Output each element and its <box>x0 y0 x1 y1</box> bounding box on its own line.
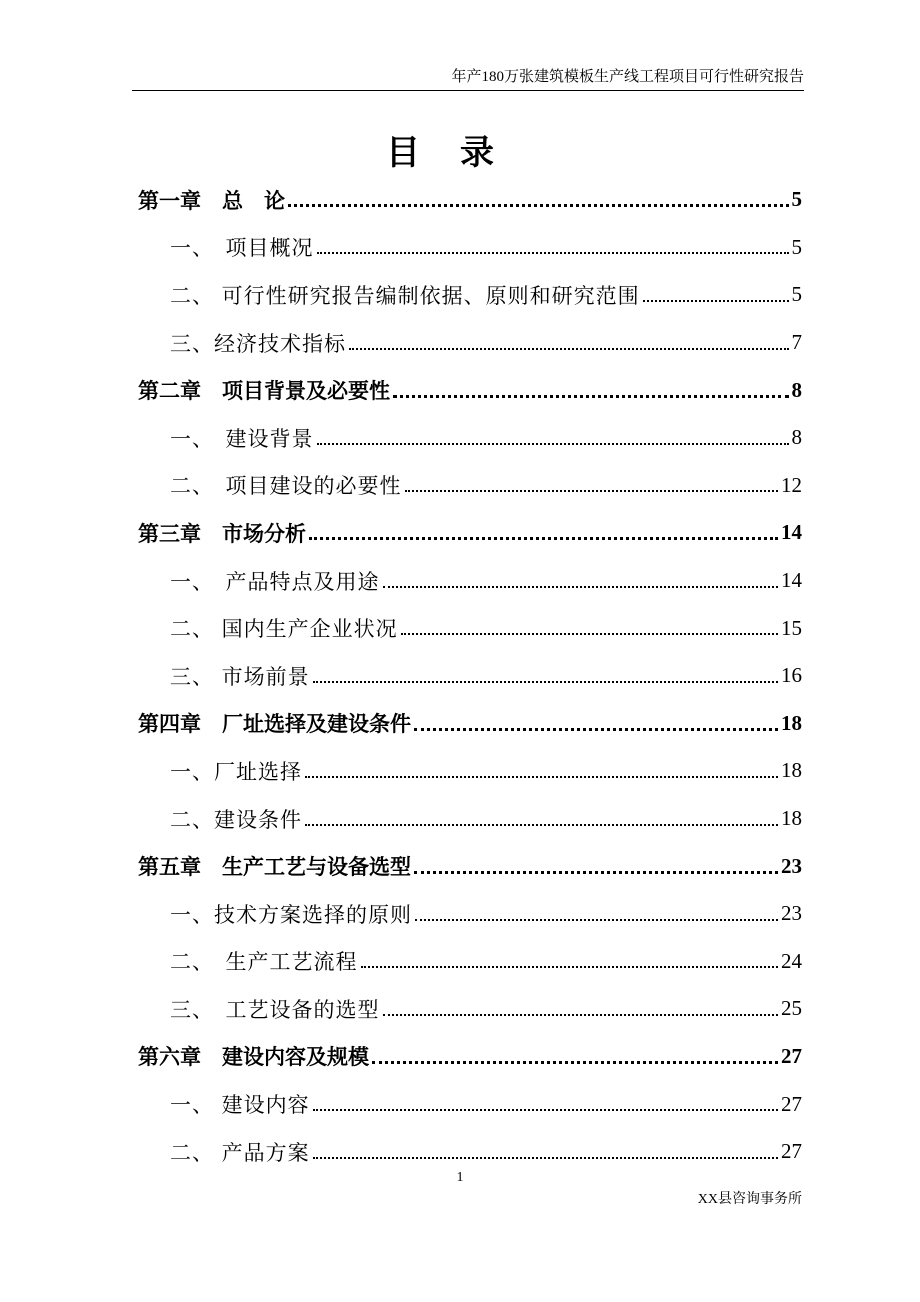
dot-leader <box>288 204 789 207</box>
toc-entry-page: 18 <box>778 758 802 783</box>
dot-leader <box>305 824 778 826</box>
toc-entry-page: 23 <box>778 854 802 879</box>
dot-leader <box>401 633 778 635</box>
toc-section-entry[interactable] <box>138 747 802 795</box>
toc-section-entry[interactable] <box>138 1128 802 1176</box>
toc-entry-page: 27 <box>778 1139 802 1164</box>
toc-entry-page: 23 <box>778 901 802 926</box>
toc-entry-label: 一、 建设内容 <box>138 1089 313 1119</box>
toc-entry-label: 一、 产品特点及用途 <box>138 566 383 596</box>
running-header <box>132 62 804 91</box>
toc-entry-page: 18 <box>778 806 802 831</box>
toc-entry-page: 18 <box>778 711 802 736</box>
dot-leader <box>393 395 789 398</box>
toc-entry-label: 第一章 总 论 <box>138 185 288 215</box>
dot-leader <box>309 537 778 540</box>
dot-leader <box>415 919 778 921</box>
toc-chapter-entry[interactable] <box>138 509 802 557</box>
toc-entry-page: 27 <box>778 1044 802 1069</box>
dot-leader <box>349 348 789 350</box>
toc-entry-label: 第二章 项目背景及必要性 <box>138 375 393 405</box>
toc-section-entry[interactable] <box>138 462 802 510</box>
toc-entry-label: 一、技术方案选择的原则 <box>138 899 415 929</box>
toc-entry-label: 二、 可行性研究报告编制依据、原则和研究范围 <box>138 280 643 310</box>
toc-section-entry[interactable] <box>138 271 802 319</box>
toc-section-entry[interactable] <box>138 938 802 986</box>
toc-entry-page: 16 <box>778 663 802 688</box>
toc-section-entry[interactable] <box>138 604 802 652</box>
dot-leader <box>305 776 778 778</box>
toc-entry-page: 14 <box>778 520 802 545</box>
toc-entry-label: 第六章 建设内容及规模 <box>138 1041 372 1071</box>
dot-leader <box>313 681 778 683</box>
toc-entry-label: 二、 生产工艺流程 <box>138 946 361 976</box>
toc-entry-page: 5 <box>789 282 803 307</box>
toc-entry-label: 一、 项目概况 <box>138 232 317 262</box>
toc-entry-label: 第四章 厂址选择及建设条件 <box>138 708 414 738</box>
toc-entry-page: 7 <box>789 330 803 355</box>
dot-leader <box>313 1157 778 1159</box>
dot-leader <box>313 1109 778 1111</box>
toc-entry-page: 15 <box>778 616 802 641</box>
toc-entry-label: 二、 产品方案 <box>138 1137 313 1167</box>
toc-section-entry[interactable] <box>138 890 802 938</box>
footer-organization: XX县咨询事务所 <box>697 1192 802 1207</box>
toc-entry-label: 一、 建设背景 <box>138 423 317 453</box>
toc-entry-label: 三、 市场前景 <box>138 661 313 691</box>
toc-entry-label: 第五章 生产工艺与设备选型 <box>138 851 414 881</box>
toc-section-entry[interactable] <box>138 414 802 462</box>
toc-section-entry[interactable] <box>138 795 802 843</box>
toc-entry-page: 8 <box>789 378 803 403</box>
dot-leader <box>361 966 779 968</box>
toc-entry-label: 二、 国内生产企业状况 <box>138 613 401 643</box>
dot-leader <box>317 252 789 254</box>
toc-entry-page: 5 <box>789 187 803 212</box>
toc-entry-page: 14 <box>778 568 802 593</box>
toc-section-entry[interactable] <box>138 652 802 700</box>
page-title: 目录 <box>386 133 534 173</box>
toc-entry-label: 三、经济技术指标 <box>138 328 349 358</box>
dot-leader <box>372 1061 778 1064</box>
toc-entry-page: 8 <box>789 425 803 450</box>
toc-entry-page: 5 <box>789 235 803 260</box>
toc-entry-page: 24 <box>778 949 802 974</box>
toc-chapter-entry[interactable] <box>138 366 802 414</box>
dot-leader <box>317 443 789 445</box>
toc-chapter-entry[interactable] <box>138 1033 802 1081</box>
toc-entry-label: 一、厂址选择 <box>138 756 305 786</box>
toc-section-entry[interactable] <box>138 224 802 272</box>
dot-leader <box>405 490 779 492</box>
report-title: 年产180万张建筑模板生产线工程项目可行性研究报告 <box>451 69 804 85</box>
toc-chapter-entry[interactable] <box>138 176 802 224</box>
page-number: 1 <box>456 1170 464 1185</box>
toc-entry-page: 12 <box>778 473 802 498</box>
table-of-contents <box>138 176 802 1175</box>
toc-entry-label: 二、建设条件 <box>138 804 305 834</box>
toc-section-entry[interactable] <box>138 319 802 367</box>
toc-entry-label: 三、 工艺设备的选型 <box>138 994 383 1024</box>
toc-chapter-entry[interactable] <box>138 842 802 890</box>
toc-entry-label: 第三章 市场分析 <box>138 518 309 548</box>
toc-entry-page: 25 <box>778 996 802 1021</box>
dot-leader <box>383 586 779 588</box>
toc-section-entry[interactable] <box>138 557 802 605</box>
toc-entry-label: 二、 项目建设的必要性 <box>138 470 405 500</box>
dot-leader <box>414 871 778 874</box>
dot-leader <box>414 728 778 731</box>
toc-chapter-entry[interactable] <box>138 700 802 748</box>
toc-section-entry[interactable] <box>138 1080 802 1128</box>
dot-leader <box>643 300 789 302</box>
toc-section-entry[interactable] <box>138 985 802 1033</box>
toc-entry-page: 27 <box>778 1092 802 1117</box>
dot-leader <box>383 1014 779 1016</box>
